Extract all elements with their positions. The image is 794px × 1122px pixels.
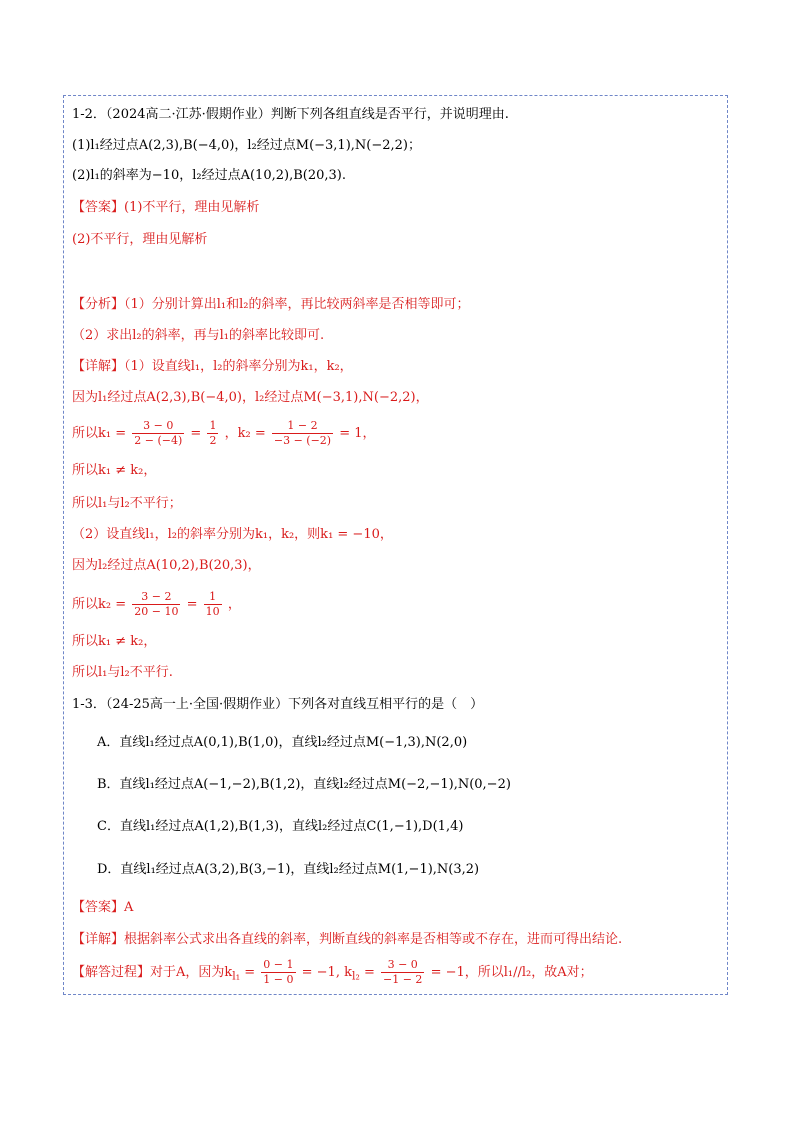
- process-equals-1: =: [244, 965, 256, 980]
- fraction-one-tenth-numerator: 1: [204, 590, 222, 605]
- answer-line-1: 【答案】(1)不平行，理由见解析: [72, 200, 260, 215]
- detail-line-2: 因为l₁经过点A(2,3),B(−4,0)，l₂经过点M(−3,1),N(−2,2)，: [72, 390, 429, 405]
- detail-line-5: 所以l₁与l₂不平行；: [72, 496, 182, 511]
- answer-1-3: 【答案】A: [72, 900, 134, 915]
- detail-3-prefix: 所以k₁ =: [72, 426, 127, 441]
- option-d: D．直线l₁经过点A(3,2),B(3,−1)，直线l₂经过点M(1,−1),N(3,2): [97, 862, 480, 877]
- fraction-k1-denominator: 2 − (−4): [134, 434, 183, 447]
- fraction-one-half-numerator: 1: [209, 419, 217, 432]
- process-end: = −1，所以l₁//l₂，故A对；: [430, 965, 593, 980]
- problem-1-2-part-1: (1)l₁经过点A(2,3),B(−4,0)，l₂经过点M(−3,1),N(−2,2)；: [72, 138, 421, 153]
- detail-3-k2: ，k₂ =: [224, 426, 266, 441]
- fraction-one-half-denominator: 2: [209, 434, 217, 447]
- fraction-one-tenth-denominator: 10: [205, 605, 220, 618]
- fraction-one-tenth: [204, 590, 222, 619]
- fraction-k2-denominator: −3 − (−2): [273, 434, 332, 447]
- problem-1-3-title: 1-3．（24-25高一上·全国·假期作业）下列各对直线互相平行的是（ ）: [72, 697, 484, 712]
- process-line: [72, 958, 593, 987]
- content-frame: [63, 95, 728, 995]
- option-b: B．直线l₁经过点A(−1,−2),B(1,2)，直线l₂经过点M(−2,−1),N(0,−2): [97, 777, 511, 792]
- detail-line-10: 所以l₁与l₂不平行.: [72, 665, 173, 680]
- detail-3-equals: =: [190, 426, 202, 441]
- problem-1-2-title: 1-2．（2024高二·江苏·假期作业）判断下列各组直线是否平行，并说明理由.: [72, 107, 509, 122]
- process-mid: = −1, k: [301, 965, 352, 980]
- option-a: A．直线l₁经过点A(0,1),B(1,0)，直线l₂经过点M(−1,3),N(2,0): [97, 735, 468, 750]
- fraction-k2-part2-denominator: 20 − 10: [134, 605, 179, 618]
- fraction-k2-part2: [132, 590, 180, 619]
- fraction-kl1-numerator: 0 − 1: [263, 958, 294, 971]
- detail-8-prefix: 所以k₂ =: [72, 597, 127, 612]
- detail-1-3: 【详解】根据斜率公式求出各直线的斜率，判断直线的斜率是否相等或不存在，进而可得出结论.: [72, 932, 623, 947]
- detail-3-end: = 1，: [339, 426, 376, 441]
- detail-line-6: （2）设直线l₁，l₂的斜率分别为k₁，k₂，则k₁ = −10，: [72, 527, 393, 542]
- fraction-kl2-numerator: 3 − 0: [381, 958, 424, 973]
- option-c: C．直线l₁经过点A(1,2),B(1,3)，直线l₂经过点C(1,−1),D(1,4): [97, 819, 464, 834]
- fraction-k1: [132, 419, 184, 448]
- detail-line-1: 【详解】（1）设直线l₁，l₂的斜率分别为k₁，k₂，: [72, 359, 353, 374]
- process-sub-l2: l₂: [351, 969, 360, 983]
- detail-line-8: [72, 590, 241, 619]
- fraction-kl2: [381, 958, 424, 987]
- detail-line-7: 因为l₂经过点A(10,2),B(20,3)，: [72, 558, 261, 573]
- answer-line-2: (2)不平行，理由见解析: [72, 232, 208, 247]
- detail-line-3: [72, 419, 376, 448]
- fraction-one-half: [207, 419, 218, 448]
- fraction-kl1: [261, 958, 295, 987]
- process-prefix: 【解答过程】对于A，因为k: [72, 965, 233, 980]
- fraction-kl2-denominator: −1 − 2: [382, 973, 423, 986]
- fraction-kl1-denominator: 1 − 0: [263, 973, 294, 986]
- problem-1-2-part-2: (2)l₁的斜率为−10，l₂经过点A(10,2),B(20,3).: [72, 168, 346, 183]
- detail-line-9: 所以k₁ ≠ k₂，: [72, 634, 157, 649]
- detail-8-end: ，: [227, 597, 241, 612]
- fraction-k2-part2-numerator: 3 − 2: [132, 590, 180, 605]
- detail-8-equals: =: [186, 597, 198, 612]
- fraction-k2: [272, 419, 333, 448]
- process-sub-l1: l₁: [232, 969, 241, 983]
- fraction-k1-numerator: 3 − 0: [132, 419, 184, 434]
- analysis-line-1: 【分析】（1）分别计算出l₁和l₂的斜率，再比较两斜率是否相等即可；: [72, 297, 470, 312]
- fraction-k2-numerator: 1 − 2: [272, 419, 333, 434]
- process-equals-2: =: [363, 965, 375, 980]
- detail-line-4: 所以k₁ ≠ k₂，: [72, 463, 157, 478]
- analysis-line-2: （2）求出l₂的斜率，再与l₁的斜率比较即可.: [72, 328, 325, 343]
